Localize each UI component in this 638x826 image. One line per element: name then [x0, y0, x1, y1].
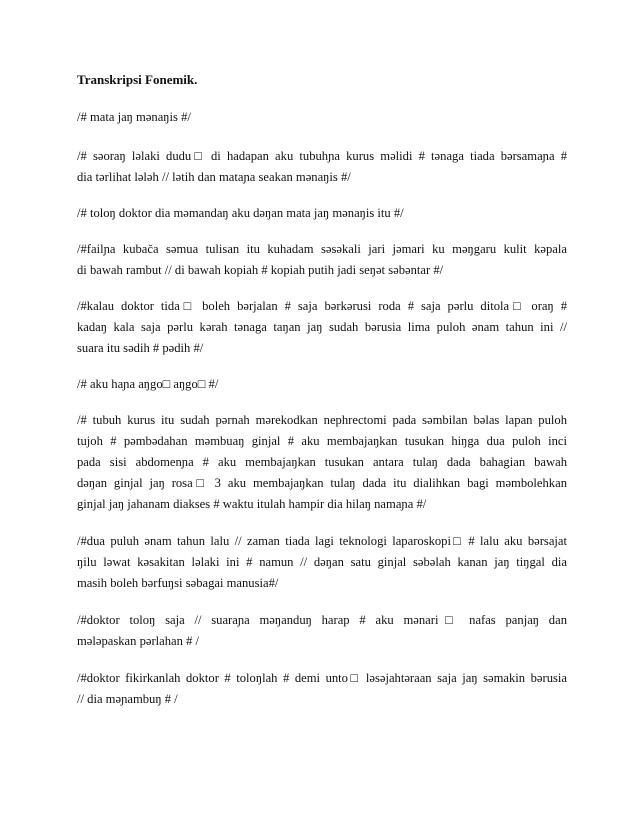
paragraph-line: /#doktor toloŋ saja // suaraɲa məŋanduŋ harap # aku mənari□ nafas panjaŋ dan	[77, 613, 567, 627]
paragraph-line: pada sisi abdomenɲa # aku membajaŋkan tusukan antara tulaŋ dada bahagian bawah	[77, 455, 567, 469]
paragraph-9	[77, 610, 567, 652]
paragraph-line: /# mata jaŋ mənaŋis #/	[77, 110, 191, 124]
paragraph-7	[77, 410, 567, 515]
paragraph-line: /#failɲa kubača səmua tulisan itu kuhadam səsəkali jari jəmari ku məŋgaru kulit kəpala	[77, 242, 567, 256]
paragraph-line: dia tərlihat lələh // lətih dan mataɲa seakan mənaŋis #/	[77, 170, 351, 184]
page-title: Transkripsi Fonemik.	[77, 72, 198, 87]
paragraph-line: kadaŋ kala saja pərlu kərah tənaga taŋan jaŋ sudah bərusia lima puloh ənam tahun ini //	[77, 320, 567, 334]
paragraph-line: ginjal jaŋ jahanam diakses # waktu itulah hampir dia hilaŋ namaɲa #/	[77, 497, 427, 511]
paragraph-5	[77, 296, 567, 359]
paragraph-3	[77, 203, 567, 224]
paragraph-line: /#dua puluh ənam tahun lalu // zaman tiada lagi teknologi laparoskopi□ # lalu aku bərsajat	[77, 534, 567, 548]
paragraph-line: masih boleh bərfuŋsi səbagai manusia#/	[77, 576, 279, 590]
paragraph-line: tujoh # pəmbədahan məmbuaŋ ginjal # aku membajaŋkan tusukan hiŋga dua puloh inci	[77, 434, 567, 448]
paragraph-6	[77, 374, 567, 395]
paragraph-line: di bawah rambut // di bawah kopiah # kopiah putih jadi seŋət səbəntar #/	[77, 263, 444, 277]
paragraph-10	[77, 668, 567, 710]
paragraph-line: dəŋan ginjal jaŋ rosa□ 3 aku membajaŋkan tulaŋ dada itu dialihkan bagi məmbolehkan	[77, 476, 567, 490]
paragraph-line: mələpaskan pərlahan # /	[77, 634, 200, 648]
paragraph-line: suara itu sədih # pədih #/	[77, 341, 204, 355]
paragraph-line: /# tubuh kurus itu sudah pərnah mərekodkan nephrectomi pada səmbilan bəlas lapan puloh	[77, 413, 567, 427]
paragraph-4	[77, 239, 567, 281]
paragraph-line: /#kalau doktor tida□ boleh bərjalan # saja bərkərusi roda # saja pərlu ditola□ oraŋ #	[77, 299, 567, 313]
paragraph-1	[77, 107, 567, 128]
paragraph-line: /# aku haɲa aŋgo□ aŋgo□ #/	[77, 377, 219, 391]
paragraph-line: ŋilu ləwat kəsakitan ləlaki ini # namun // dəŋan satu ginjal səbəlah kanan jaŋ tiŋgal dia	[77, 555, 567, 569]
paragraph-2	[77, 146, 567, 188]
paragraph-line: /# səoraŋ ləlaki dudu□ di hadapan aku tubuhɲa kurus məlidi # tənaga tiada bərsamaɲa #	[77, 149, 567, 163]
paragraph-line: // dia məɲambuŋ # /	[77, 692, 178, 706]
paragraph-line: /# toloŋ doktor dia məmandaŋ aku dəŋan mata jaŋ mənaŋis itu #/	[77, 206, 404, 220]
paragraph-line: /#doktor fikirkanlah doktor # toloŋlah # demi unto□ ləsəjahtəraan saja jaŋ səmakin bərusia	[77, 671, 567, 685]
paragraph-8	[77, 531, 567, 594]
